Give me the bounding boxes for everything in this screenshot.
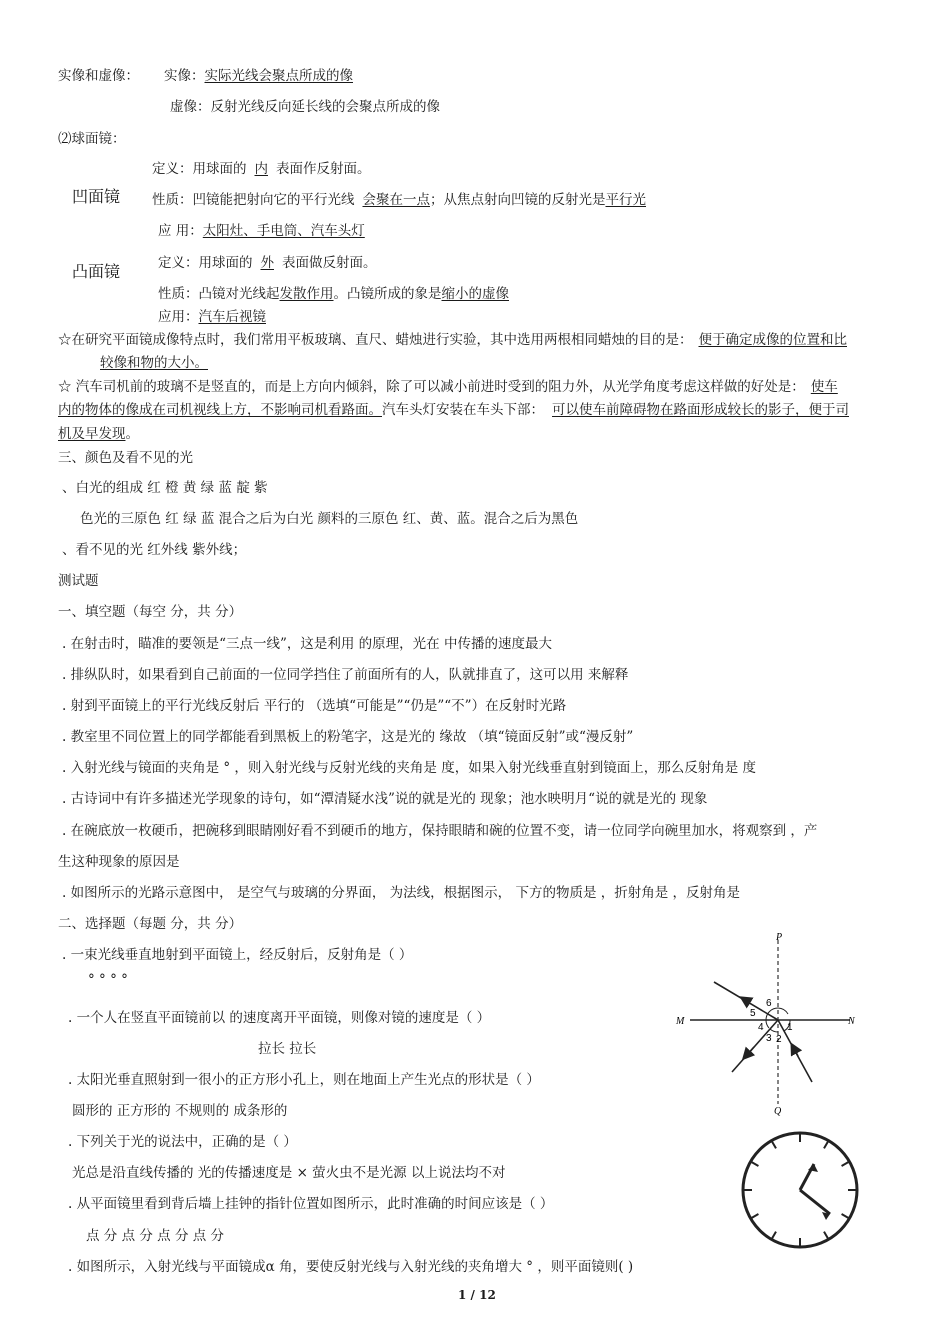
- label-1: 1: [787, 1022, 793, 1033]
- label-m: M: [676, 1016, 685, 1027]
- star-note-2: [58, 379, 838, 395]
- concave-prop-mid: ；从焦点射向凹镜的反射光是: [430, 192, 606, 208]
- angle-arc-6: [778, 1008, 788, 1014]
- concave-application: [158, 223, 365, 239]
- convex-prop-answer1: 发散作用: [279, 286, 334, 302]
- question-fill-1: . 在射击时，瞄准的要领是“三点一线”，这是利用 的原理，光在 中传播的速度最大: [62, 636, 552, 652]
- clock-tick: [751, 1162, 759, 1167]
- question-choice-3: . 太阳光垂直照射到一很小的正方形小孔上，则在地面上产生光点的形状是（ ）: [68, 1072, 540, 1088]
- headlight-answer-cont: 机及早发现: [58, 426, 126, 442]
- question-choice-6: . 如图所示，入射光线与平面镜成α 角，要使反射光线与入射光线的夹角增大 ° ，则平面镜则( ): [68, 1259, 634, 1275]
- clock-minute-hand: [800, 1190, 830, 1214]
- star-note-2-answer-cont: 内的物体的像成在司机视线上方，不影响司机看路面。: [58, 402, 382, 418]
- star-note-1-answer: 便于确定成像的位置和比: [698, 332, 847, 348]
- concave-property: [152, 192, 646, 208]
- label-5: 5: [750, 1008, 756, 1019]
- star-note-2-cont: [58, 402, 849, 418]
- star-note-2-answer: 使车: [810, 379, 838, 395]
- question-fill-6: . 古诗词中有许多描述光学现象的诗句，如“潭清疑水浅”说的就是光的 现象；池水映明月“说的就是光的 现象: [62, 791, 708, 807]
- convex-definition: [158, 255, 377, 271]
- concave-definition: [152, 161, 371, 177]
- concave-def-tail: 表面作反射面。: [276, 161, 371, 177]
- angle-arc-3: [770, 1029, 778, 1032]
- convex-app-label: 应用：: [158, 309, 199, 325]
- question-choice-1-options: ° ° ° °: [88, 972, 128, 988]
- real-virtual-title: 实像和虚像：: [58, 68, 139, 84]
- spherical-mirror-heading: ⑵球面镜：: [58, 131, 126, 147]
- question-choice-4: . 下列关于光的说法中，正确的是（ ）: [68, 1134, 297, 1150]
- clock-tick: [824, 1141, 829, 1149]
- question-fill-8: . 如图所示的光路示意图中， 是空气与玻璃的分界面， 为法线，根据图示， 下方的物质是 ，折射角是 ，反射角是: [62, 885, 741, 901]
- ray-lower-right-arrow: [792, 1045, 798, 1056]
- fill-blank-heading: 一、填空题（每空 分，共 分）: [58, 604, 243, 620]
- star-note-2-text: ☆ 汽车司机前的玻璃不是竖直的，而是上方向内倾斜，除了可以减小前进时受到的阻力外，从光学角度考虑这样做的好处是：: [58, 379, 805, 395]
- concave-def-answer: 内: [254, 161, 268, 177]
- question-fill-5: . 入射光线与镜面的夹角是 ° ，则入射光线与反射光线的夹角是 度，如果入射光线垂直射到镜面上，那么反射角是 度: [62, 760, 756, 776]
- clock-tick: [824, 1232, 829, 1240]
- clock-tick: [842, 1214, 850, 1219]
- clock-tick: [772, 1141, 777, 1149]
- angle-arc-4: [766, 1020, 769, 1028]
- label-n: N: [848, 1016, 855, 1027]
- label-p: P: [776, 932, 783, 943]
- line-virtual-image: 虚像：反射光线反向延长线的会聚点所成的像: [170, 99, 440, 115]
- label-6: 6: [766, 998, 772, 1009]
- concave-app-answer: 太阳灶、手电筒、汽车头灯: [202, 223, 365, 239]
- clock-tick: [772, 1232, 777, 1240]
- ray-lower-left-arrow: [744, 1047, 754, 1058]
- star-note-1-cont: [100, 355, 208, 371]
- line-real-virtual: [58, 68, 139, 84]
- clock-tick: [751, 1214, 759, 1219]
- convex-application: [158, 309, 266, 325]
- primary-colors-line: 色光的三原色 红 绿 蓝 混合之后为白光 颜料的三原色 红、黄、蓝。混合之后为黑色: [80, 511, 579, 527]
- convex-def-tail: 表面做反射面。: [282, 255, 377, 271]
- color-section-heading: 三、颜色及看不见的光: [58, 450, 193, 466]
- ray-upper-left-arrow: [742, 998, 750, 1003]
- concave-prop-answer1: 会聚在一点: [362, 192, 430, 208]
- star-note-1-text: ☆在研究平面镜成像特点时，我们常用平板玻璃、直尺、蜡烛进行实验，其中选用两根相同蜡烛的目的是：: [58, 332, 693, 348]
- question-choice-1: . 一束光线垂直地射到平面镜上，经反射后，反射角是（ ）: [62, 947, 413, 963]
- convex-def-answer: 外: [260, 255, 274, 271]
- convex-property: [158, 286, 509, 302]
- period: 。: [125, 426, 139, 442]
- label-4: 4: [758, 1022, 764, 1033]
- page-footer: 1 / 12: [458, 1288, 496, 1302]
- convex-mirror-label: 凸面镜: [72, 262, 121, 281]
- real-image-answer: 实际光线会聚点所成的像: [204, 68, 353, 84]
- clock-tick: [842, 1162, 850, 1167]
- refraction-diagram: [670, 932, 880, 1122]
- ray-lower-left: [732, 1020, 778, 1072]
- concave-prop-answer2: 平行光: [605, 192, 646, 208]
- star-note-2-end: [58, 426, 139, 442]
- star-note-1-answer-cont: 较像和物的大小。: [100, 355, 208, 371]
- headlight-answer: 可以使车前障碍物在路面形成较长的影子，便于司: [552, 402, 849, 418]
- choice-heading: 二、选择题（每题 分，共 分）: [58, 916, 243, 932]
- real-image-label: 实像：: [164, 68, 205, 84]
- concave-mirror-label: 凹面镜: [72, 187, 121, 206]
- convex-def-text: 定义：用球面的: [158, 255, 253, 271]
- question-fill-7: . 在碗底放一枚硬币，把碗移到眼睛刚好看不到硬币的地方，保持眼睛和碗的位置不变，请一位同学向碗里加水，将观察到 ，产: [62, 823, 818, 839]
- question-choice-2-options: 拉长 拉长: [258, 1041, 317, 1057]
- convex-prop-answer2: 缩小的虚像: [441, 286, 509, 302]
- line-real-image: [164, 68, 353, 84]
- label-q: Q: [774, 1106, 782, 1117]
- concave-def-text: 定义：用球面的: [152, 161, 247, 177]
- convex-app-answer: 汽车后视镜: [198, 309, 266, 325]
- question-fill-7-cont: 生这种现象的原因是: [58, 854, 180, 870]
- convex-prop-mid: 。凸镜所成的象是: [333, 286, 442, 302]
- convex-prop-text: 性质：凸镜对光线起: [158, 286, 280, 302]
- question-fill-2: . 排纵队时，如果看到自己前面的一位同学挡住了前面所有的人，队就排直了，这可以用 来解释: [62, 667, 629, 683]
- concave-app-label: 应 用：: [158, 223, 203, 239]
- question-choice-3-options: 圆形的 正方形的 不规则的 成条形的: [72, 1103, 288, 1119]
- label-2: 2: [776, 1034, 782, 1045]
- white-light-line: 、白光的组成 红 橙 黄 绿 蓝 靛 紫: [62, 480, 268, 496]
- test-heading: 测试题: [58, 573, 99, 589]
- question-fill-3: . 射到平面镜上的平行光线反射后 平行的 （选填“可能是”“仍是”“不”）在反射时光路: [62, 698, 567, 714]
- question-choice-5: . 从平面镜里看到背后墙上挂钟的指针位置如图所示，此时准确的时间应该是（ ）: [68, 1196, 554, 1212]
- question-choice-2: . 一个人在竖直平面镜前以 的速度离开平面镜，则像对镜的速度是（ ）: [68, 1010, 491, 1026]
- question-choice-4-options: 光总是沿直线传播的 光的传播速度是 × 萤火虫不是光源 以上说法均不对: [72, 1165, 506, 1181]
- star-note-1: [58, 332, 847, 348]
- label-3: 3: [766, 1033, 772, 1044]
- question-choice-5-options: 点 分 点 分 点 分 点 分: [86, 1228, 225, 1244]
- concave-prop-text: 性质：凹镜能把射向它的平行光线: [152, 192, 355, 208]
- invisible-light-line: 、看不见的光 红外线 紫外线；: [62, 542, 247, 558]
- question-fill-4: . 教室里不同位置上的同学都能看到黑板上的粉笔字，这是光的 缘故 （填“镜面反射”或“漫反射”: [62, 729, 634, 745]
- headlight-text: 汽车头灯安装在车头下部：: [382, 402, 544, 418]
- clock-icon: [738, 1128, 868, 1258]
